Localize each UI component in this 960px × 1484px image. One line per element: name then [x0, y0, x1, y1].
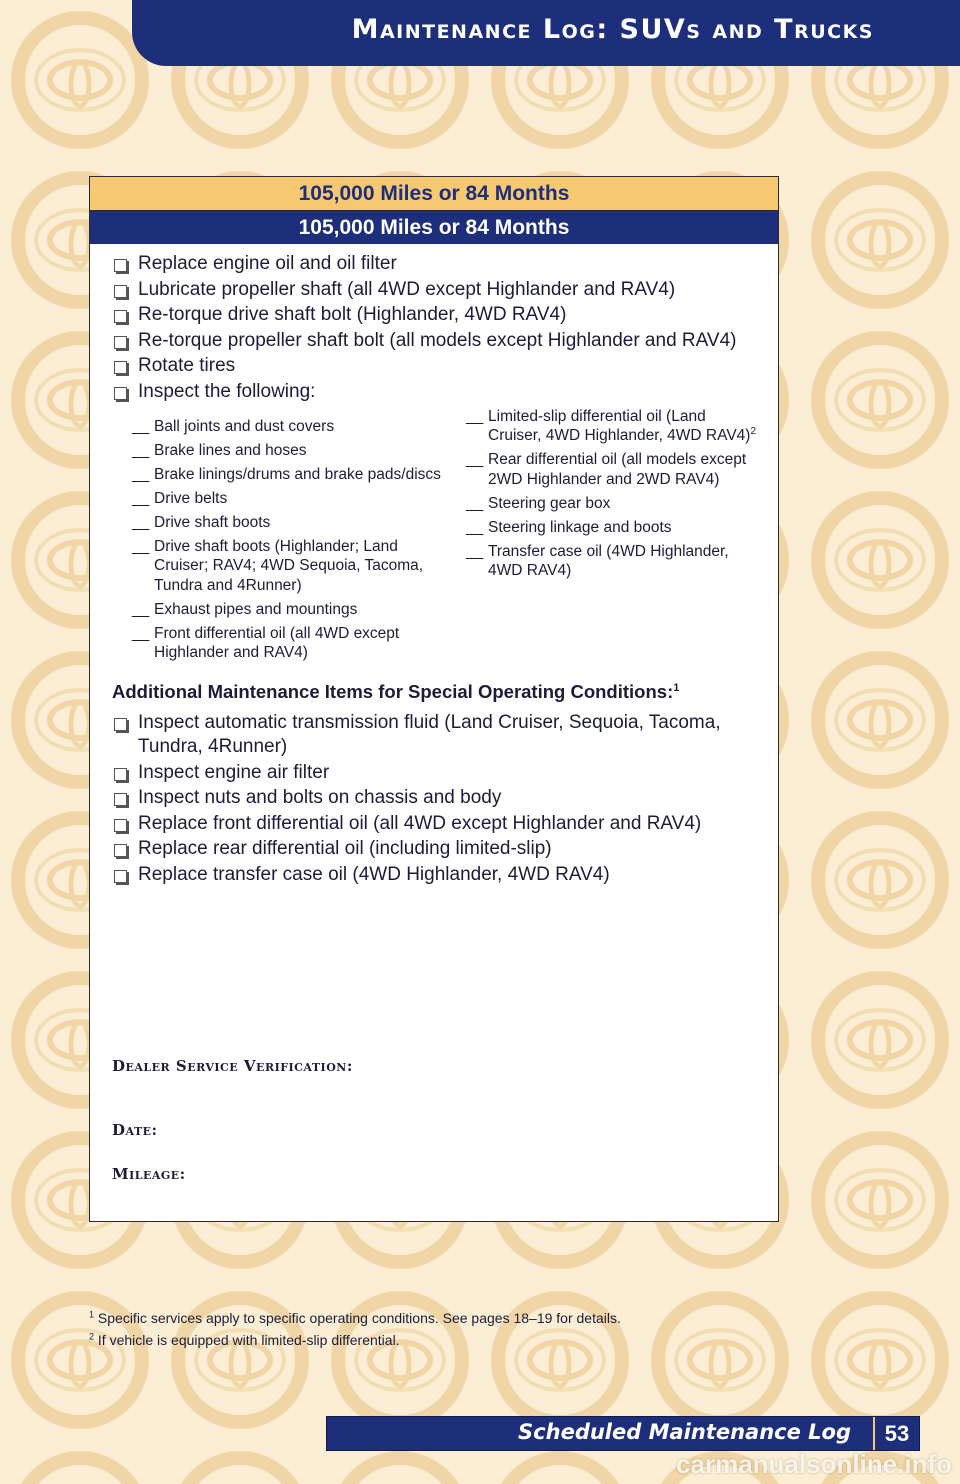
checkbox[interactable]	[114, 285, 127, 298]
list-item: Inspect the following:	[112, 380, 756, 404]
inspection-list-right	[466, 407, 756, 668]
inspection-item: __ Steering gear box	[466, 494, 611, 512]
page-number: 53	[873, 1417, 919, 1450]
inspection-item: __ Ball joints and dust covers	[132, 417, 335, 435]
inspection-item: __ Brake linings/drums and brake pads/discs	[132, 465, 441, 483]
list-item: Re-torque drive shaft bolt (Highlander, 4WD RAV4)	[112, 303, 756, 327]
inspection-item: __ Drive belts	[132, 489, 228, 507]
interval-band-top: 105,000 Miles or 84 Months	[90, 177, 778, 211]
dealer-verification-label: Dealer Service Verification:	[112, 1057, 353, 1075]
date-label: Date:	[112, 1121, 158, 1139]
additional-items-heading: Additional Maintenance Items for Special Operating Conditions:$^1$	[112, 681, 680, 702]
site-watermark: carmanualsonline.info	[676, 1449, 952, 1479]
list-item: Replace transfer case oil (4WD Highlander, 4WD RAV4)	[112, 863, 756, 887]
list-item: Replace front differential oil (all 4WD except Highlander and RAV4)	[112, 812, 756, 836]
checkbox[interactable]	[114, 793, 127, 806]
checkbox[interactable]	[114, 387, 127, 400]
checkbox[interactable]	[114, 310, 127, 323]
inspection-item: __ Front differential oil (all 4WD except Highlander and RAV4)	[132, 624, 400, 661]
inspection-columns	[132, 407, 756, 668]
inspection-item: __ Steering linkage and boots	[466, 518, 672, 536]
inspection-item: __ Transfer case oil (4WD Highlander, 4WD RAV4)	[466, 542, 729, 579]
checkbox[interactable]	[114, 336, 127, 349]
mileage-label: Mileage:	[112, 1165, 186, 1183]
footnote-marker: 1	[673, 681, 680, 694]
checkbox[interactable]	[114, 870, 127, 883]
additional-checklist	[112, 711, 756, 887]
inspection-item: __ Limited-slip differential oil (Land Cruiser, 4WD Highlander, 4WD RAV4)$^2$	[466, 407, 756, 444]
list-item: Lubricate propeller shaft (all 4WD except Highlander and RAV4)	[112, 278, 756, 302]
list-item: Replace rear differential oil (including limited-slip)	[112, 837, 756, 861]
list-item: Inspect engine air filter	[112, 761, 756, 785]
footnote: $^1$ Specific services apply to specific operating conditions. See pages 18–19 for details.	[89, 1309, 621, 1326]
footnote-marker: 2	[750, 425, 756, 437]
footer-bar	[326, 1416, 920, 1451]
footnote: $^2$ If vehicle is equipped with limited-slip differential.	[89, 1331, 400, 1348]
interval-band-main: 105,000 Miles or 84 Months	[90, 211, 778, 244]
list-item: Re-torque propeller shaft bolt (all models except Highlander and RAV4)	[112, 329, 756, 353]
checkbox[interactable]	[114, 259, 127, 272]
inspection-item: __ Exhaust pipes and mountings	[132, 600, 358, 618]
checkbox[interactable]	[114, 819, 127, 832]
list-item: Replace engine oil and oil filter	[112, 252, 756, 276]
list-item: Inspect automatic transmission fluid (Land Cruiser, Sequoia, Tacoma, Tundra, 4Runner)	[112, 711, 756, 759]
page-title: Maintenance Log: SUVs and Trucks	[351, 14, 874, 45]
service-checklist	[112, 252, 756, 404]
footnotes	[89, 1310, 621, 1354]
inspection-list-left	[132, 417, 452, 668]
inspection-item: __ Drive shaft boots (Highlander; Land Cruiser; RAV4; 4WD Sequoia, Tacoma, Tundra and 4Runner)	[132, 537, 424, 594]
card-content	[90, 244, 778, 887]
list-item: Inspect nuts and bolts on chassis and body	[112, 786, 756, 810]
checkbox[interactable]	[114, 844, 127, 857]
section-title: Scheduled Maintenance Log	[518, 1420, 851, 1444]
header-bar	[132, 0, 960, 66]
list-item: Rotate tires	[112, 354, 756, 378]
checkbox[interactable]	[114, 768, 127, 781]
checkbox[interactable]	[114, 361, 127, 374]
maintenance-card	[89, 176, 779, 1222]
inspection-item: __ Rear differential oil (all models except 2WD Highlander and 2WD RAV4)	[466, 451, 747, 488]
inspection-item: __ Drive shaft boots	[132, 513, 271, 531]
checkbox[interactable]	[114, 718, 127, 731]
inspection-item: __ Brake lines and hoses	[132, 441, 307, 459]
